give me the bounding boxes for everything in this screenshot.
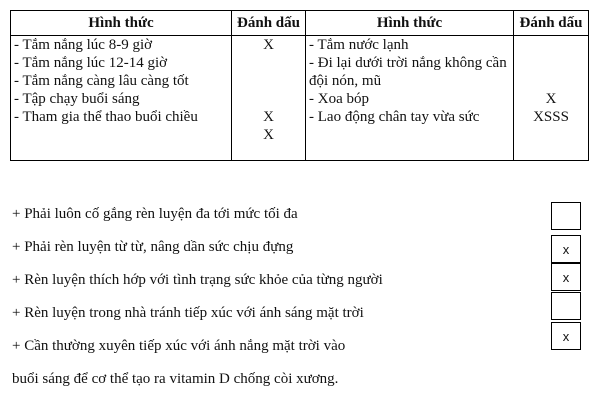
left-forms-cell: [11, 36, 232, 161]
statement-checkbox[interactable]: x: [551, 263, 581, 291]
mark-value: X: [545, 91, 557, 107]
header-mark-right: Đánh dấu: [514, 11, 589, 36]
table-body-row: [11, 36, 589, 161]
header-form-right: Hình thức: [306, 11, 514, 36]
mark-value: [517, 72, 585, 90]
list-item: - Đi lại dưới trời nắng không cần đội nón, mũ: [309, 55, 507, 89]
list-item: - Xoa bóp: [309, 91, 369, 107]
right-forms-cell: [306, 36, 514, 161]
statement-text: + Phải rèn luyện từ từ, nâng dần sức chịu đựng: [12, 239, 294, 255]
list-item: - Tập chạy buổi sáng: [14, 91, 140, 107]
statement-checkbox[interactable]: [551, 292, 581, 320]
statement-checkbox[interactable]: [551, 202, 581, 230]
continuation-text: buổi sáng để cơ thể tạo ra vitamin D chống còi xương.: [12, 371, 339, 387]
mark-value: [235, 54, 302, 72]
mark-value: X: [263, 37, 274, 53]
statement-text: + Cần thường xuyên tiếp xúc với ánh nắng mặt trời vào: [12, 338, 346, 354]
list-item: - Lao động chân tay vừa sức: [309, 109, 480, 125]
statement-checkbox[interactable]: x: [551, 322, 581, 350]
statement-text: + Rèn luyện trong nhà tránh tiếp xúc với ánh sáng mặt trời: [12, 305, 364, 321]
mark-value: [517, 54, 585, 72]
header-form-left: Hình thức: [11, 11, 232, 36]
table-header-row: [11, 11, 589, 36]
statement-text: + Rèn luyện thích hớp với tình trạng sức khỏe của từng người: [12, 272, 383, 288]
mark-value: [235, 90, 302, 108]
left-marks-cell: [232, 36, 306, 161]
list-item: - Tắm nắng lúc 12-14 giờ: [14, 55, 168, 71]
statement-checkbox[interactable]: x: [551, 235, 581, 263]
list-item: - Tắm nước lạnh: [309, 37, 409, 53]
list-item: - Tham gia thể thao buổi chiều: [14, 109, 198, 125]
mark-value: X: [263, 109, 274, 125]
right-marks-cell: [514, 36, 589, 161]
mark-value: X: [263, 127, 274, 143]
mark-value: XSSS: [533, 109, 569, 125]
header-mark-left: Đánh dấu: [232, 11, 306, 36]
list-item: - Tắm nắng lúc 8-9 giờ: [14, 37, 153, 53]
mark-value: [235, 72, 302, 90]
exercise-table: [10, 10, 589, 161]
mark-value: [517, 36, 585, 54]
list-item: - Tắm nắng càng lâu càng tốt: [14, 73, 189, 89]
statement-text: + Phải luôn cố gắng rèn luyện đa tới mức tối đa: [12, 206, 298, 222]
